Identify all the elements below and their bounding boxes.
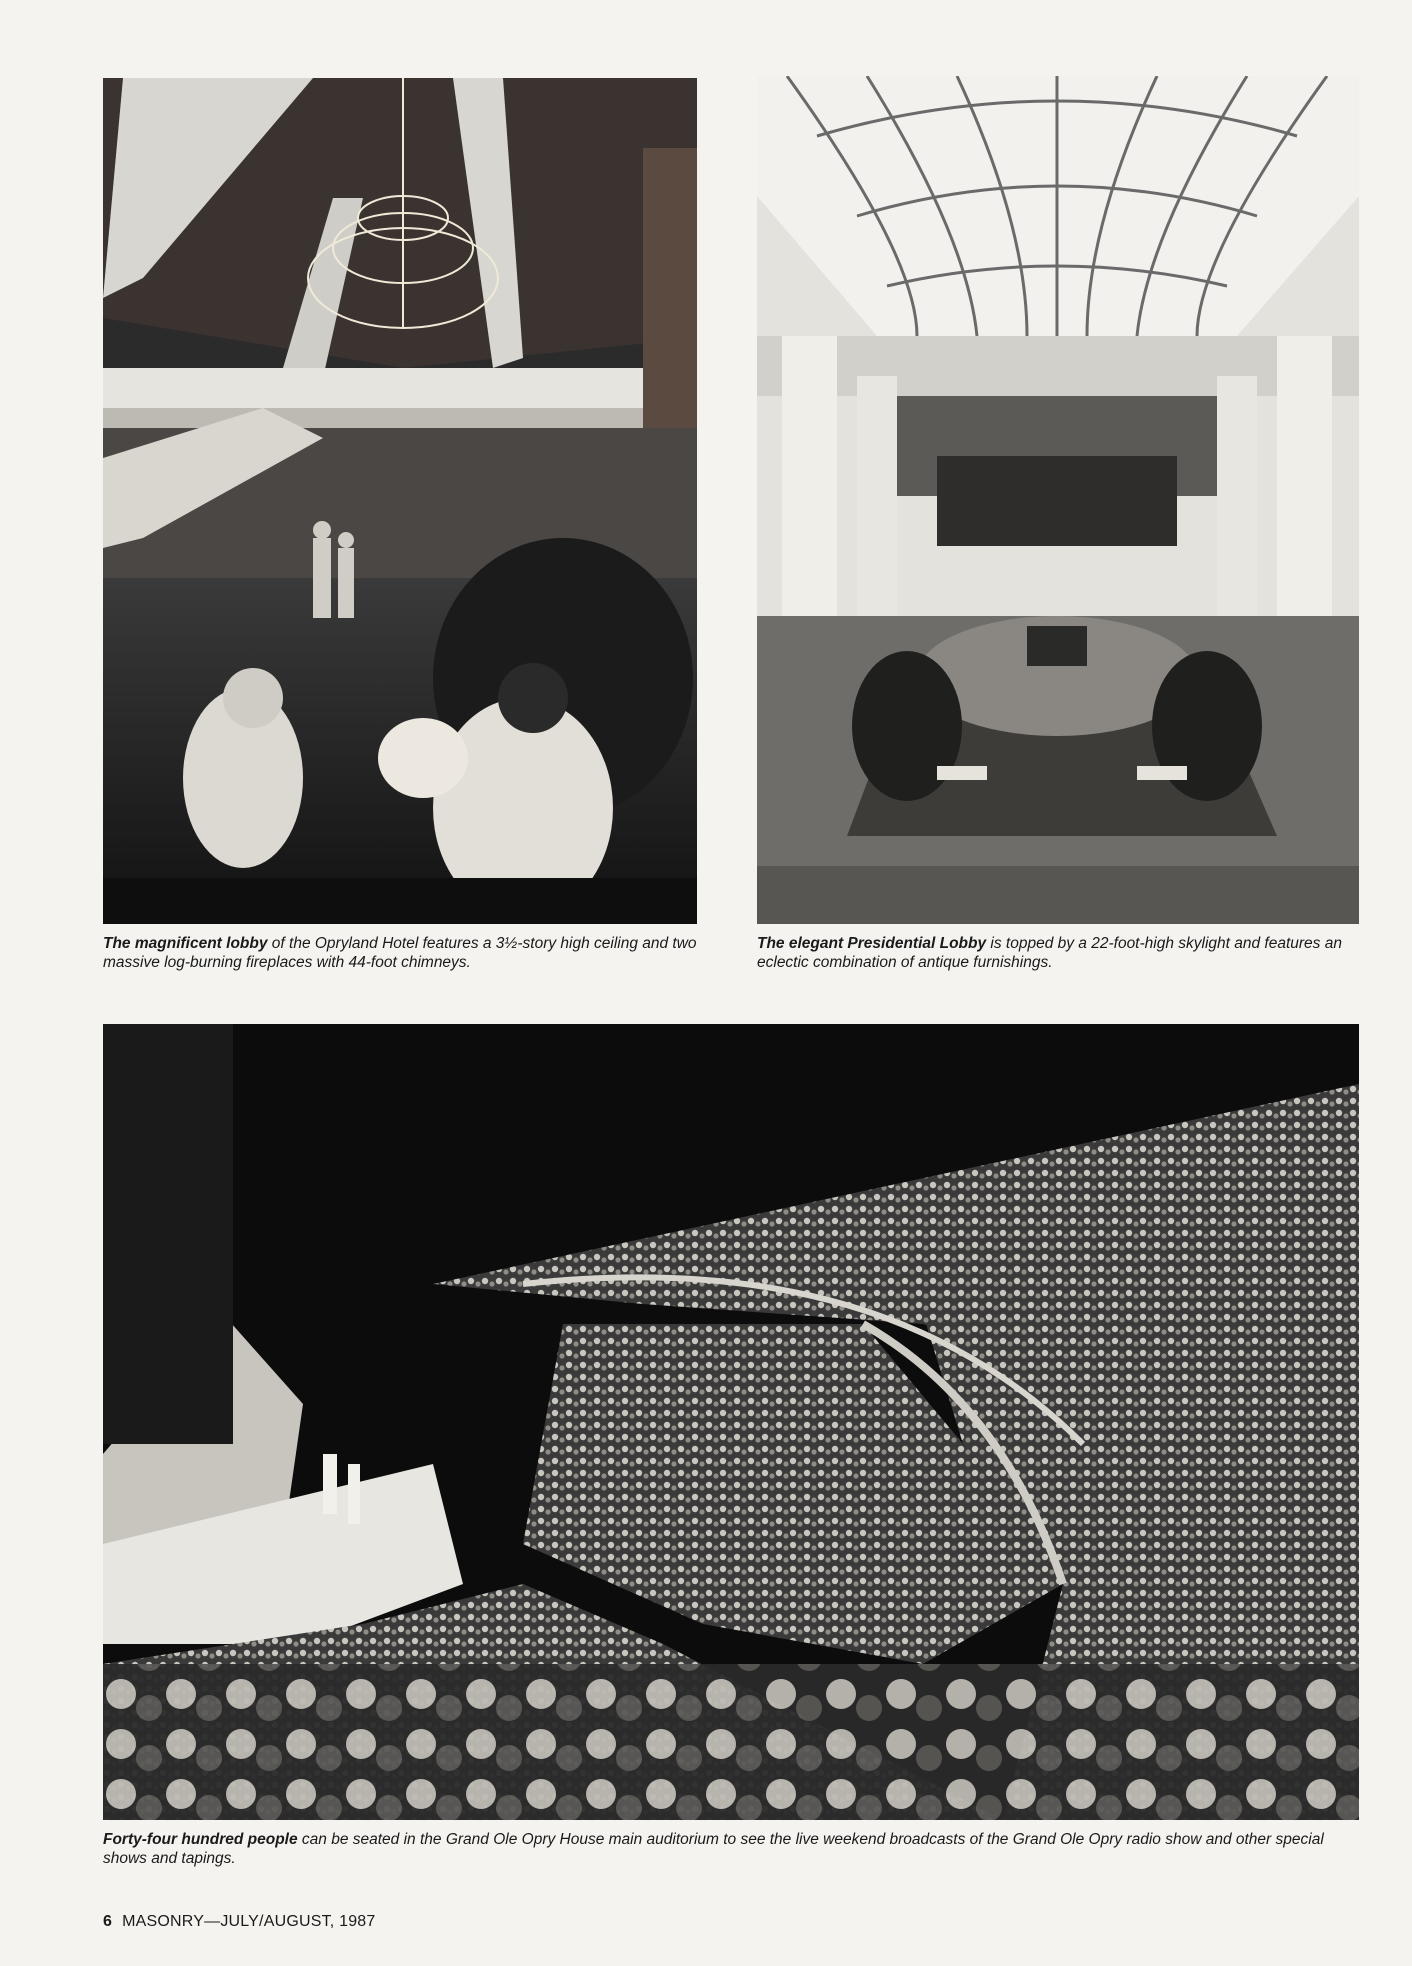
lobby-caption-lead: The magnificent lobby — [103, 935, 268, 952]
opry-caption-text: can be seated in the Grand Ole Opry House main auditorium to see the live weekend broadcasts of the Grand Ole Opry radio show and other special shows and tapings. — [103, 1831, 1324, 1867]
opry-caption-lead: Forty-four hundred people — [103, 1831, 298, 1848]
publication-line: MASONRY—JULY/AUGUST, 1987 — [122, 1913, 376, 1930]
presidential-lobby-image — [757, 76, 1359, 924]
lobby-caption-text: of the Opryland Hotel features a 3½-story high ceiling and two massive log-burning fireplaces with 44-foot chimneys. — [103, 935, 697, 971]
page-number: 6 — [103, 1913, 113, 1930]
page-footer — [103, 1913, 375, 1931]
lobby-photo — [103, 78, 697, 924]
presidential-caption-text: is topped by a 22-foot-high skylight and features an eclectic combination of antique furnishings. — [757, 935, 1342, 971]
presidential-caption-lead: The elegant Presidential Lobby — [757, 935, 987, 952]
presidential-lobby-photo — [757, 76, 1359, 924]
lobby-caption — [103, 934, 703, 972]
opry-auditorium-image — [103, 1024, 1359, 1820]
opry-caption — [103, 1830, 1363, 1868]
presidential-caption — [757, 934, 1367, 972]
opry-auditorium-photo — [103, 1024, 1359, 1820]
lobby-image — [103, 78, 697, 924]
